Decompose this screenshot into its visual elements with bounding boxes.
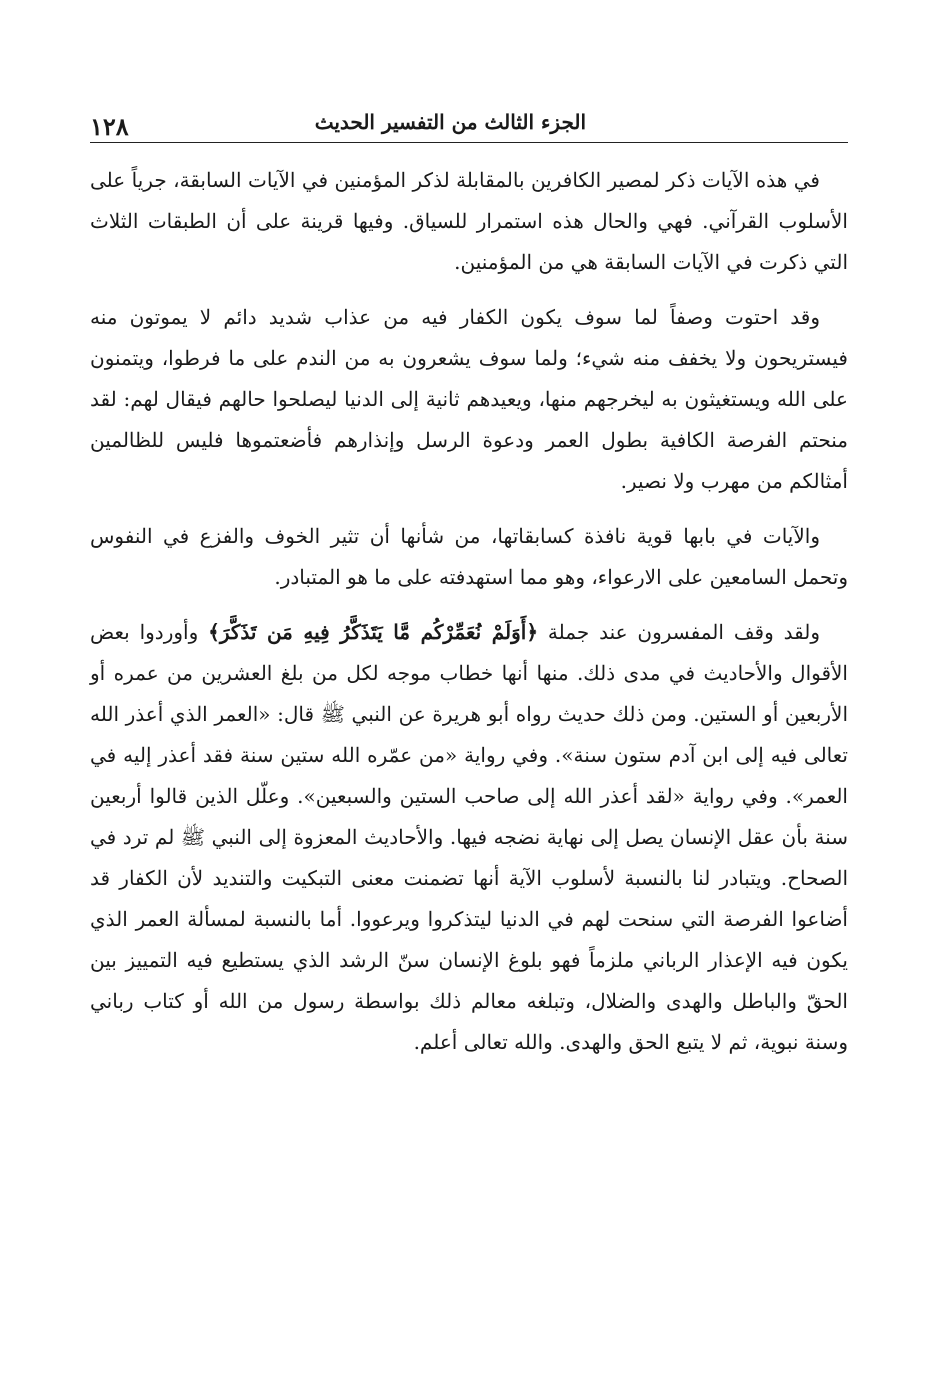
page-number: ١٢٨	[90, 112, 129, 141]
paragraph: والآيات في بابها قوية نافذة كسابقاتها، من شأنها أن تثير الخوف والفزع في النفوس وتحمل السامعين على الارعواء، وهو مما استهدفته على ما هو المتبادر.	[90, 524, 848, 589]
paragraph	[90, 612, 848, 1063]
paragraph-rest: وأوردوا بعض الأقوال والأحاديث في مدى ذلك. منها أنها خطاب موجه لكل من بلغ العشرين من عمره أو الأربعين أو الستين. ومن ذلك حديث رواه أبو هريرة عن النبي ﷺ قال: «العمر الذي أعذر الله تعالى فيه إلى ابن آدم ستون سنة». وفي رواية «من عمّره الله ستين سنة فقد أعذر إليه في العمر». وفي رواية «لقد أعذر الله إلى صاحب الستين والسبعين». وعلّل الذين قالوا أربعين سنة بأن عقل الإنسان يصل إلى نهاية نضجه فيها. والأحاديث المعزوة إلى النبي ﷺ لم ترد في الصحاح. ويتبادر لنا بالنسبة لأسلوب الآية أنها تضمنت معنى التبكيت والتنديد لأن الكفار قد أضاعوا الفرصة التي سنحت لهم في الدنيا ليتذكروا ويرعووا. أما بالنسبة لمسألة العمر الذي يكون فيه الإعذار الرباني ملزماً فهو بلوغ الإنسان سنّ الرشد الذي يستطيع فيه التمييز بين الحقّ والباطل والهدى والضلال، وتبلغه معالم ذلك بواسطة رسول من الله أو كتاب رباني وسنة نبوية، ثم لا يتبع الحق والهدى. والله تعالى أعلم.	[90, 620, 848, 1054]
paragraph: في هذه الآيات ذكر لمصير الكافرين بالمقابلة لذكر المؤمنين في الآيات السابقة، جرياً على الأسلوب القرآني. فهي والحال هذه استمرار للسياق. وفيها قرينة على أن الطبقات الثلاث التي ذكرت في الآيات السابقة هي من المؤمنين.	[90, 168, 848, 274]
paragraph-lead: ولقد وقف المفسرون عند جملة	[547, 620, 820, 644]
page-body	[90, 160, 848, 1077]
quran-verse: ﴿أَوَلَمْ نُعَمِّرْكُم مَّا يَتَذَكَّرُ فِيهِ مَن تَذَكَّرَ﴾	[208, 620, 539, 644]
page-header	[90, 104, 848, 143]
running-title: الجزء الثالث من التفسير الحديث	[314, 110, 586, 134]
paragraph: وقد احتوت وصفاً لما سوف يكون الكفار فيه من عذاب شديد دائم لا يموتون منه فيستريحون ولا يخفف منه شيء؛ ولما سوف يشعرون به من الندم على ما فرطوا، ويتمنون على الله ويستغيثون به ليخرجهم منها، ويعيدهم ثانية إلى الدنيا ليصلحوا حالهم فيقال لهم: لقد منحتم الفرصة الكافية بطول العمر ودعوة الرسل وإنذارهم فأضعتموها فليس للظالمين أمثالكم من مهرب ولا نصير.	[90, 305, 848, 493]
